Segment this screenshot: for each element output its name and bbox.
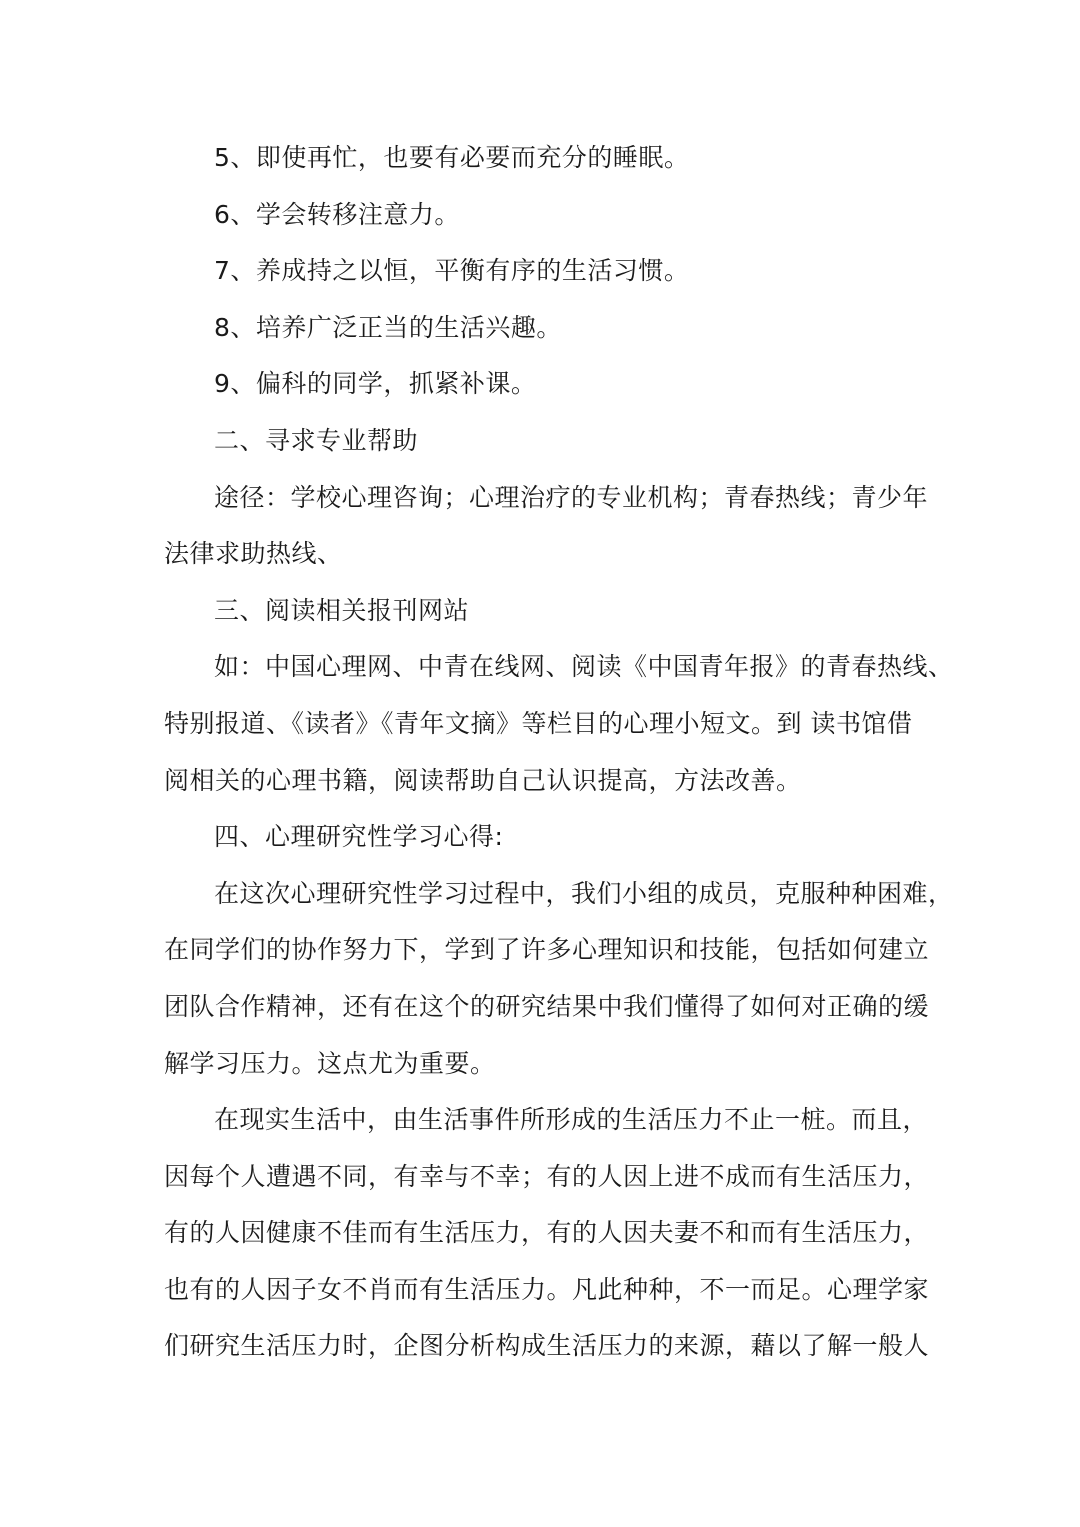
- life-stress-line-3: 有的人因健康不佳而有生活压力，有的人因夫妻不和而有生活压力，: [164, 1218, 930, 1248]
- document-page: [164, 130, 954, 1375]
- life-stress-line-1: 在现实生活中，由生活事件所形成的生活压力不止一桩。而且，: [214, 1105, 929, 1135]
- route-line-2: 法律求助热线、: [164, 539, 343, 569]
- life-stress-line-2: 因每个人遭遇不同，有幸与不幸；有的人因上进不成而有生活压力，: [164, 1161, 930, 1191]
- reflection-line-2: 在同学们的协作努力下，学到了许多心理知识和技能，包括如何建立: [164, 935, 930, 965]
- reflection-line-4: 解学习压力。这点尤为重要。: [164, 1048, 496, 1078]
- list-item-5: 5、即使再忙，也要有必要而充分的睡眠。: [214, 143, 690, 172]
- section-heading-3: 三、阅读相关报刊网站: [214, 595, 470, 625]
- example-line-1: 如：中国心理网、中青在线网、阅读《中国青年报》的青春热线、: [214, 652, 954, 682]
- section-heading-4: 四、心理研究性学习心得:: [214, 822, 504, 852]
- example-line-3: 阅相关的心理书籍，阅读帮助自己认识提高，方法改善。: [164, 765, 802, 795]
- list-item-8: 8、培养广泛正当的生活兴趣。: [214, 312, 562, 342]
- list-item-6: 6、学会转移注意力。: [214, 199, 460, 229]
- route-line-1: 途径：学校心理咨询；心理治疗的专业机构；青春热线；青少年: [214, 482, 929, 512]
- reflection-line-3: 团队合作精神，还有在这个的研究结果中我们懂得了如何对正确的缓: [164, 991, 930, 1021]
- life-stress-line-5: 们研究生活压力时，企图分析构成生活压力的来源，藉以了解一般人: [164, 1331, 930, 1361]
- section-heading-2: 二、寻求专业帮助: [214, 425, 419, 455]
- life-stress-line-4: 也有的人因子女不肖而有生活压力。凡此种种，不一而足。心理学家: [164, 1274, 930, 1304]
- list-item-9: 9、偏科的同学，抓紧补课。: [214, 369, 537, 399]
- example-line-2: 特别报道、《读者》《青年文摘》等栏目的心理小短文。到 读书馆借: [164, 708, 913, 738]
- reflection-line-1: 在这次心理研究性学习过程中，我们小组的成员，克服种种困难，: [214, 878, 954, 908]
- list-item-7: 7、养成持之以恒，平衡有序的生活习惯。: [214, 256, 690, 286]
